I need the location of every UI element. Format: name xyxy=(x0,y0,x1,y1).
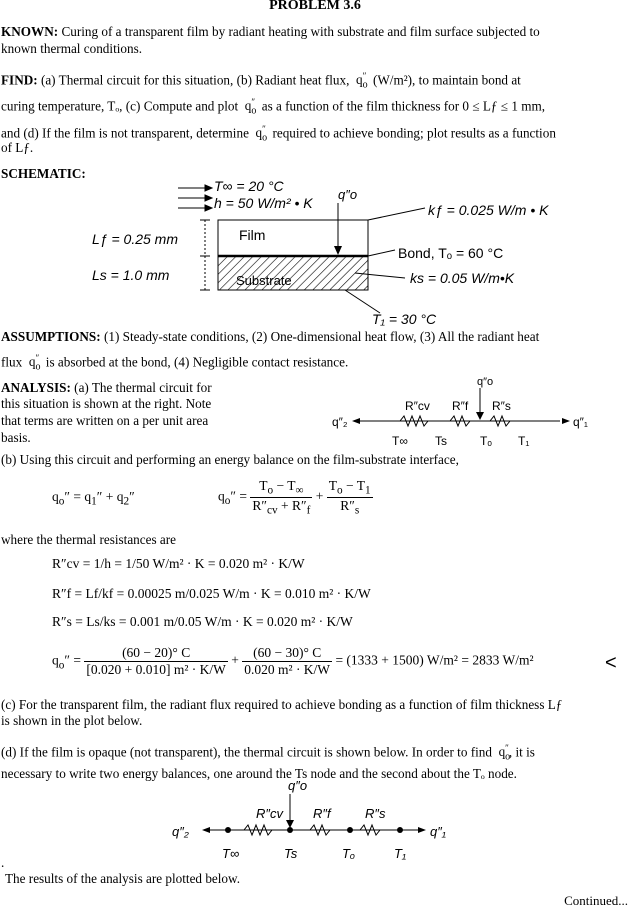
assumptions-line-1 xyxy=(1,329,539,345)
schematic-diagram xyxy=(0,178,630,330)
analysis-a-line-4: basis. xyxy=(1,430,31,445)
analysis-a-line-2: this situation is shown at the right. Note xyxy=(1,396,212,411)
analysis-a-line-1: ANALYSIS: (a) The thermal circuit for xyxy=(1,380,212,395)
film-label: Film xyxy=(239,227,266,243)
rs-equation: R″s = Ls/ks = 0.001 m/0.05 W/m · K = 0.020 m² · K/W xyxy=(52,614,353,629)
t1-label: T₁ = 30 °C xyxy=(372,311,437,327)
kf-label: kƒ = 0.025 W/m • K xyxy=(428,202,549,218)
find-text-3a: and (d) If the film is not transparent, determine xyxy=(1,125,249,141)
circuit-a-q1: q″₁ xyxy=(573,415,588,429)
assumptions-text-2a: flux xyxy=(1,354,23,370)
analysis-c-line-2: is shown in the plot below. xyxy=(1,713,143,728)
circuit-a-tinf: T∞ xyxy=(392,434,408,448)
circuit-a-to: Tₒ xyxy=(480,434,492,448)
circuit-d-t1: T₁ xyxy=(394,846,407,861)
lf-label: Lƒ = 0.25 mm xyxy=(92,231,178,247)
schematic-label: SCHEMATIC: xyxy=(1,166,86,181)
qo-symbol: $q_o''$ xyxy=(352,71,368,92)
thermal-circuit-a xyxy=(330,374,630,452)
analysis-a-line-3: that terms are written on a per unit area xyxy=(1,413,209,428)
circuit-a-rs: R″s xyxy=(492,399,511,413)
rcv-equation: R″cv = 1/h = 1/50 W/m² · K = 0.020 m² · K/W xyxy=(52,556,305,571)
known-label: KNOWN: xyxy=(1,24,59,39)
analysis-label: ANALYSIS: xyxy=(1,380,71,395)
resistances-intro: where the thermal resistances are xyxy=(1,532,177,547)
find-line-4: of Lƒ. xyxy=(1,140,34,155)
thermal-circuit-d xyxy=(160,776,500,866)
results-line: The results of the analysis are plotted below. xyxy=(5,871,240,886)
circuit-d-to: Tₒ xyxy=(342,846,356,861)
circuit-a-qo: q″o xyxy=(477,376,494,388)
assumptions-line-2 xyxy=(1,350,348,376)
known-line-2: known thermal conditions. xyxy=(1,41,143,56)
energy-balance-eq: $q_o'' = q_1'' + q_2''$ xyxy=(52,489,135,508)
flow-arrows xyxy=(178,185,212,211)
substrate-label: Substrate xyxy=(236,273,292,288)
circuit-d-rs: R″s xyxy=(365,806,386,821)
continued-footer: Continued... xyxy=(564,893,628,908)
find-text-2a: curing temperature, Tₒ, (c) Compute and plot xyxy=(1,98,239,114)
answer-marker: < xyxy=(605,652,617,674)
circuit-a-t1: T₁ xyxy=(518,434,530,448)
rf-equation: R″f = Lf/kf = 0.00025 m/0.025 W/m · K = 0.010 m² · K/W xyxy=(52,586,371,601)
find-line-1 xyxy=(1,68,521,94)
circuit-a-rf: R″f xyxy=(452,399,469,413)
ls-label: Ls = 1.0 mm xyxy=(92,267,170,283)
h-label: h = 50 W/m² • K xyxy=(214,195,313,211)
find-text-3b: required to achieve bonding; plot results as a function xyxy=(272,125,556,141)
circuit-d-q1: q″₁ xyxy=(430,824,446,839)
circuit-a-ts: Ts xyxy=(435,434,447,448)
analysis-d-line-1: (d) If the film is opaque (not transparent), the thermal circuit is shown below. In order to find $q_o''$, it is xyxy=(1,743,535,764)
find-text-2b: as a function of the film thickness for 0 ≤ Lƒ ≤ 1 mm, xyxy=(261,98,546,114)
find-label: FIND: xyxy=(1,72,38,88)
known-line-1 xyxy=(1,24,540,40)
circuit-d-rcv: R″cv xyxy=(256,806,283,821)
qo-symbol: $q_o''$ xyxy=(241,97,257,118)
analysis-d-line-2: necessary to write two energy balances, one around the Ts node and the second about the Tₒ node. xyxy=(1,766,517,781)
assumptions-label: ASSUMPTIONS: xyxy=(1,329,101,344)
circuit-d-qo: q″o xyxy=(288,778,308,793)
circuit-d-q2: q″₂ xyxy=(172,824,189,839)
qo-symbol: $q_o''$ xyxy=(495,743,511,764)
find-text-1b: (W/m²), to maintain bond at xyxy=(372,72,521,88)
find-line-2 xyxy=(1,94,545,120)
t-inf-label: T∞ = 20 °C xyxy=(214,178,284,194)
qo-result-eq: $q_o''$ = $\frac{(60 - 20)^\circ C}{\text{[0.020 + 0.010] m² · K/W}}$ + $\frac{(60 - 30)^\circ C}{\text{0.020 m² · K/W}}$ = (1333 + 1500) W/m² = 2833 W/m² xyxy=(52,645,534,677)
stray-dot: . xyxy=(1,855,5,870)
known-text-1: Curing of a transparent film by radiant heating with substrate and film surface subjected to xyxy=(61,24,540,39)
qo-symbol: $q_o''$ xyxy=(25,353,41,374)
find-text-1a: (a) Thermal circuit for this situation, (b) Radiant heat flux, xyxy=(40,72,350,88)
circuit-d-tinf: T∞ xyxy=(222,846,240,861)
find-line-3 xyxy=(1,121,556,147)
assumptions-text-1: (1) Steady-state conditions, (2) One-dimensional heat flow, (3) All the radiant heat xyxy=(103,329,540,344)
circuit-d-rf: R″f xyxy=(313,806,331,821)
assumptions-text-2b: is absorbed at the bond, (4) Negligible contact resistance. xyxy=(45,354,349,370)
circuit-a-rcv: R″cv xyxy=(405,399,430,413)
analysis-c-line-1: (c) For the transparent film, the radiant flux required to achieve bonding as a function of film thickness Lƒ xyxy=(1,697,563,712)
qo-label: q″o xyxy=(338,187,358,202)
qo-symbol: $q_o''$ xyxy=(252,124,268,145)
bond-label: Bond, Tₒ = 60 °C xyxy=(398,245,504,261)
analysis-b-line: (b) Using this circuit and performing an energy balance on the film-substrate interface, xyxy=(1,452,459,467)
ks-label: ks = 0.05 W/m•K xyxy=(410,270,515,286)
qo-resistance-eq: $q_o''$ = $\frac{T_o - T_\infty}{R''_{cv} + R''_f}$ + $\frac{T_o - T_1}{R''_s}$ xyxy=(218,478,371,517)
circuit-a-q2: q″₂ xyxy=(332,415,348,429)
problem-title: PROBLEM 3.6 xyxy=(269,0,361,13)
circuit-d-ts: Ts xyxy=(284,846,298,861)
